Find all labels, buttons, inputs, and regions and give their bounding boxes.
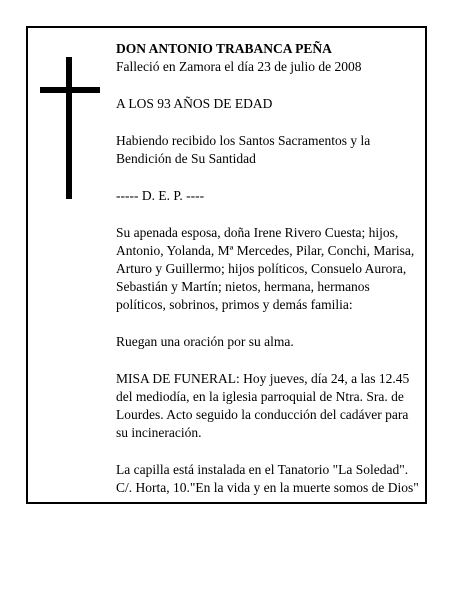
family-line-3: Arturo y Guillermo; hijos políticos, Consuelo Aurora, <box>116 261 407 276</box>
sacraments-line-1: Habiendo recibido los Santos Sacramentos y la <box>116 133 371 148</box>
family-line-5: políticos, sobrinos, primos y demás familia: <box>116 297 353 312</box>
chapel-line-1: La capilla está instalada en el Tanatorio "La Soledad". <box>116 462 409 477</box>
family-line-1: Su apenada esposa, doña Irene Rivero Cuesta; hijos, <box>116 225 399 240</box>
chapel-line-2: C/. Horta, 10."En la vida y en la muerte somos de Dios" <box>116 480 419 495</box>
age-line: A LOS 93 AÑOS DE EDAD <box>116 96 273 111</box>
funeral-paragraph <box>116 370 428 442</box>
funeral-line-4: su incineración. <box>116 425 202 440</box>
death-date-paragraph <box>116 58 428 76</box>
obituary-notice <box>26 26 427 504</box>
prayer-line: Ruegan una oración por su alma. <box>116 334 294 349</box>
family-line-4: Sebastián y Martín; nietos, hermana, hermanos <box>116 279 370 294</box>
age-paragraph <box>116 95 428 113</box>
chapel-paragraph <box>116 461 428 497</box>
cross-icon <box>40 57 100 199</box>
death-date-line: Falleció en Zamora el día 23 de julio de 2008 <box>116 59 362 74</box>
deceased-name: DON ANTONIO TRABANCA PEÑA <box>116 41 332 56</box>
family-paragraph <box>116 224 428 314</box>
funeral-line-2: del mediodía, en la iglesia parroquial de Ntra. Sra. de <box>116 389 404 404</box>
rip-line: ----- D. E. P. ---- <box>116 188 205 203</box>
funeral-line-1: MISA DE FUNERAL: Hoy jueves, día 24, a las 12.45 <box>116 371 410 386</box>
cross-vertical-bar <box>66 57 72 199</box>
deceased-name-paragraph <box>116 40 428 58</box>
cross-horizontal-bar <box>40 87 100 93</box>
family-line-2: Antonio, Yolanda, Mª Mercedes, Pilar, Conchi, Marisa, <box>116 243 415 258</box>
funeral-line-3: Lourdes. Acto seguido la conducción del cadáver para <box>116 407 409 422</box>
obituary-text <box>116 40 428 497</box>
sacraments-line-2: Bendición de Su Santidad <box>116 151 256 166</box>
rip-paragraph <box>116 187 428 205</box>
prayer-paragraph <box>116 333 428 351</box>
sacraments-paragraph <box>116 132 428 168</box>
